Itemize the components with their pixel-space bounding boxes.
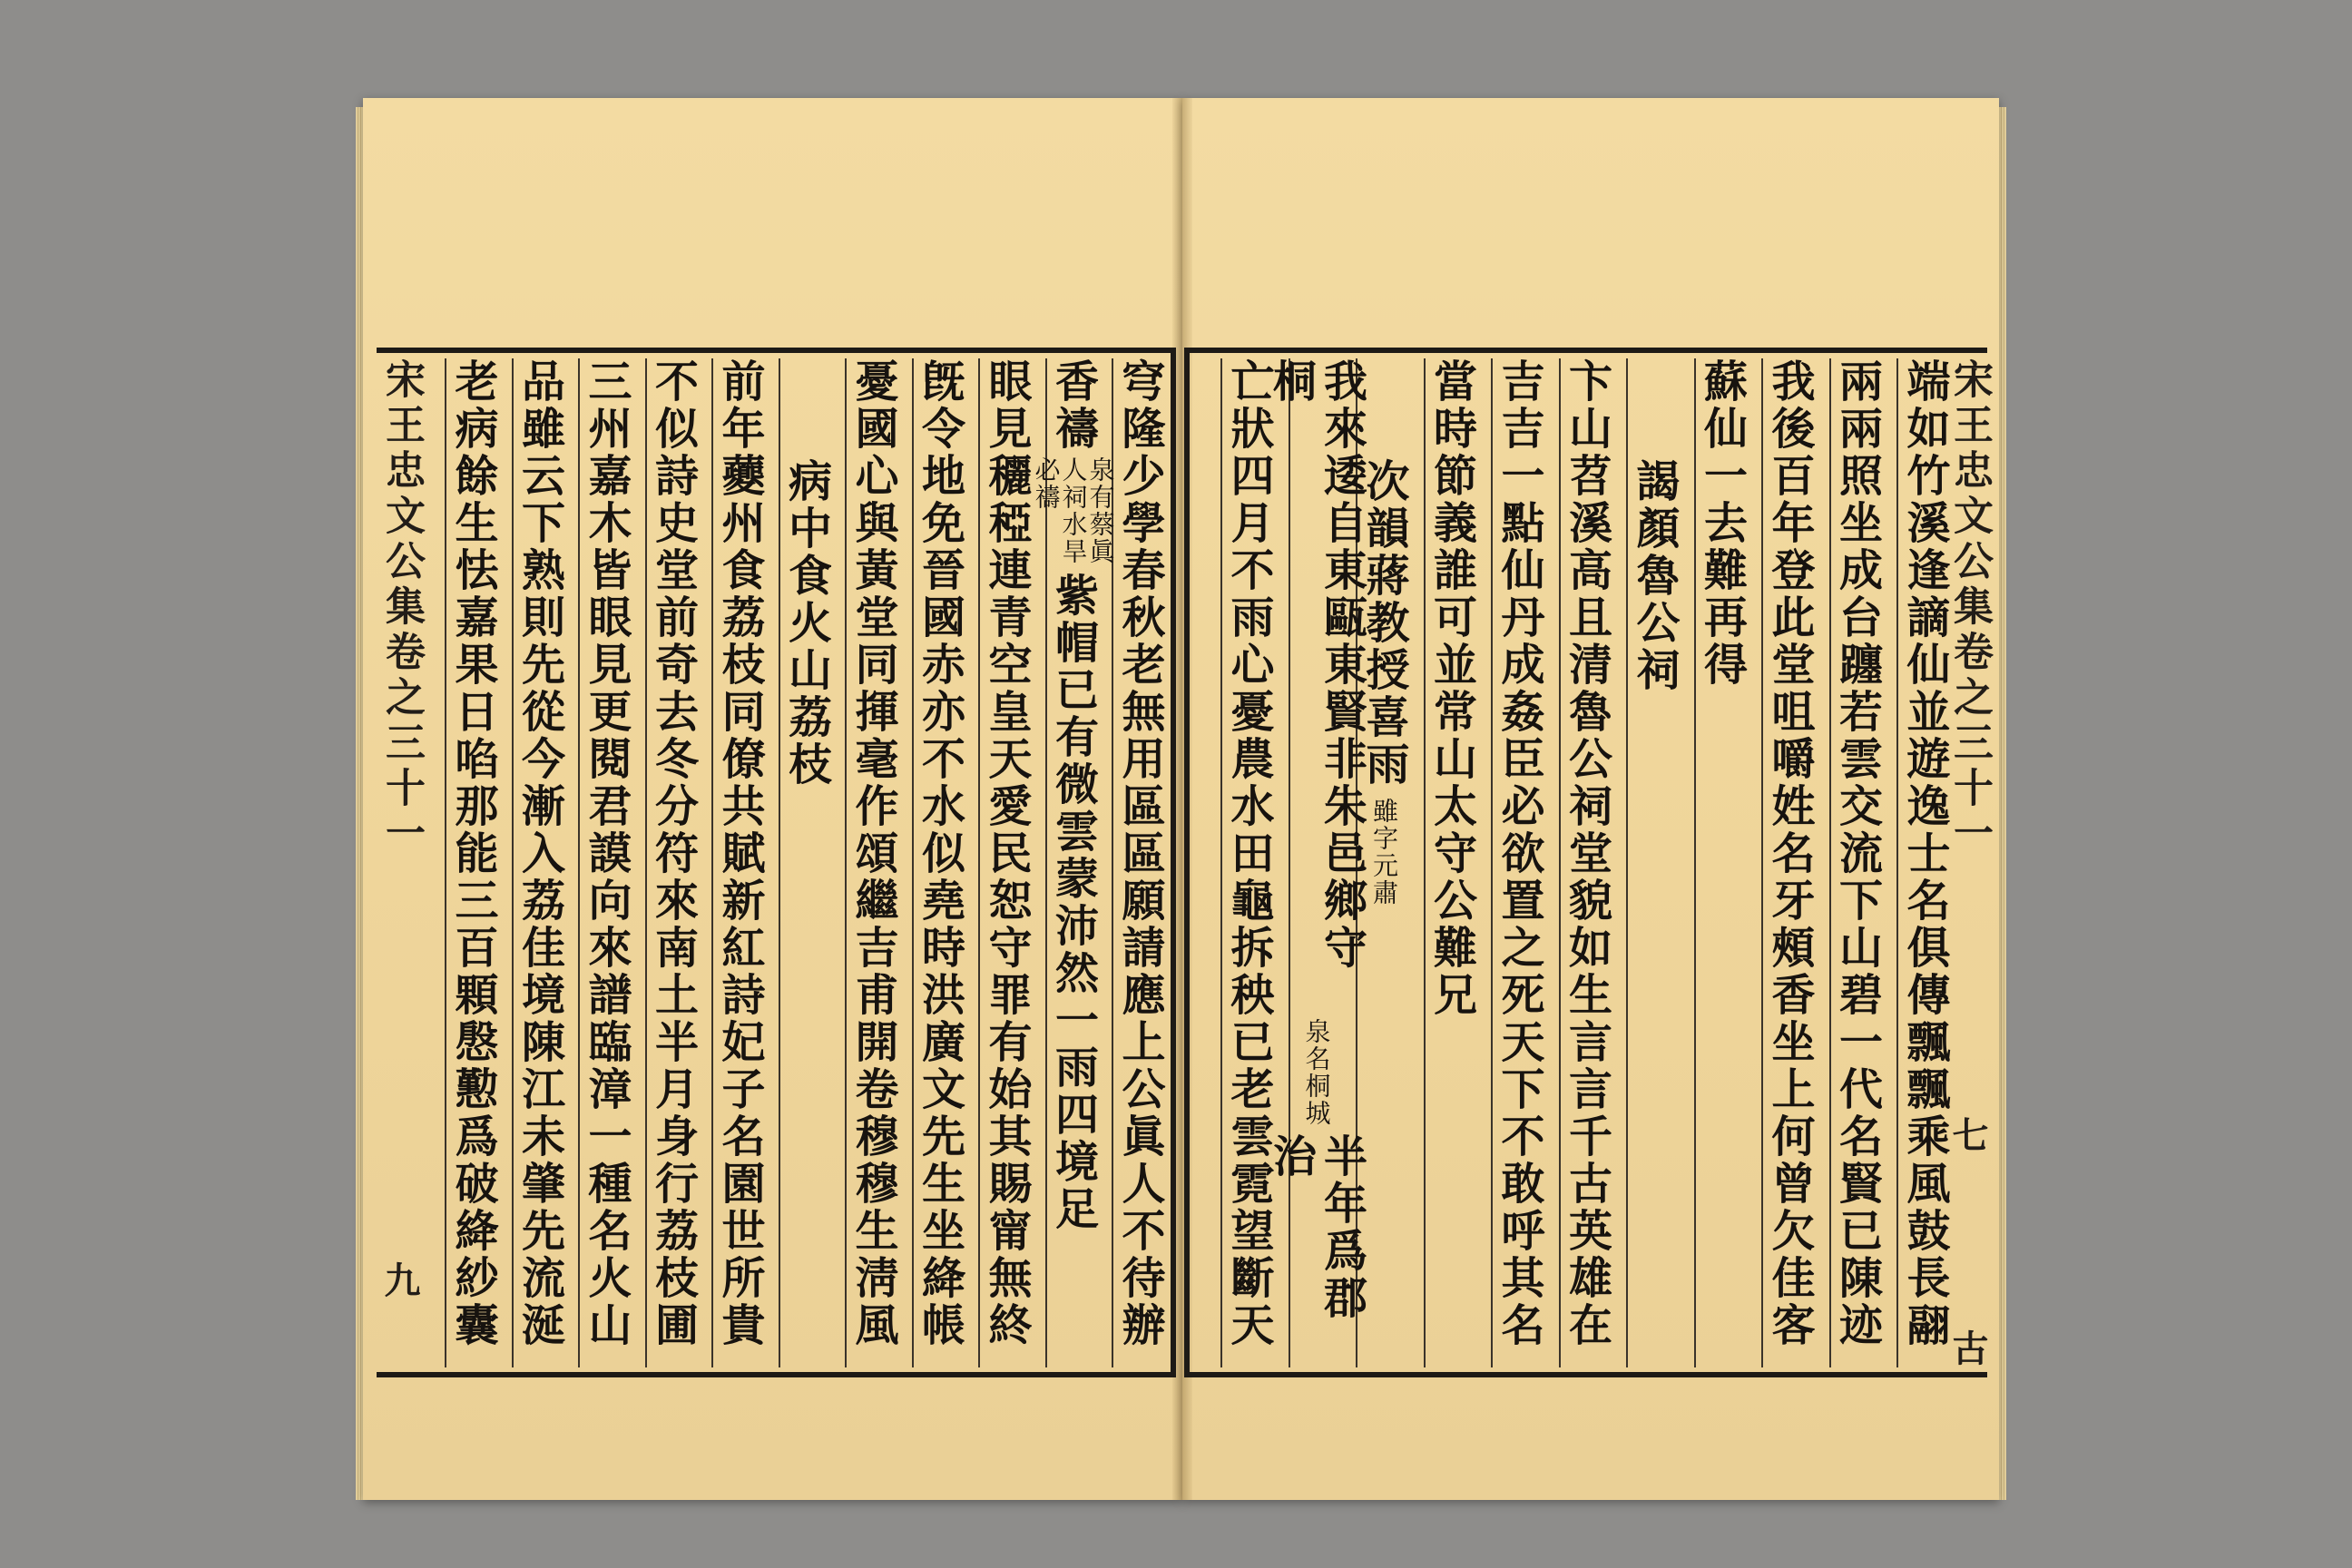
left-page-column-text: 病中食火山荔枝: [780, 458, 832, 789]
left-page-column-text: 穹隆少學春秋老無用區區願請應上公眞人不待辦: [1114, 358, 1165, 1349]
right-page-column-text: 當時節義誰可並常山太守公難兄: [1426, 358, 1477, 1019]
left-page-column-text: 香禱: [1047, 358, 1099, 453]
left-page-column-text: 紫帽已有微雲蒙沛然一雨四境足: [1047, 573, 1099, 1233]
right-page-column-6: [1559, 358, 1613, 1367]
left-page-column-8: [645, 358, 700, 1367]
right-page-column-7: [1491, 358, 1545, 1367]
left-page-column-11: [445, 358, 499, 1367]
right-page-column-text: 卞山苕溪高且清魯公祠堂貌如生言言千古英雄在: [1561, 358, 1612, 1349]
left-page-column-text: 老病餘生怯嘉果日啗那能三百顆慇懃爲破絳紗囊: [447, 358, 498, 1349]
left-page-column-text: 三州嘉木皆眼見更閱君謨向來譜臨漳一種名火山: [581, 358, 632, 1349]
left-page-column-text: 品雖云下熟則先從今漸入荔佳境陳江未肇先流涎: [514, 358, 565, 1349]
right-page-column-text: 蘇仙一去難再得: [1696, 358, 1748, 689]
left-page-column-10: [512, 358, 566, 1367]
left-page-column-6: [779, 358, 833, 1367]
page-edges-left: [356, 107, 363, 1500]
right-page-column-text: 亡狀四月不雨心憂農水田龜拆秧已老雲霓望斷天: [1223, 358, 1274, 1349]
left-margin-title: 宋王忠文公集卷之三十一: [378, 358, 425, 858]
left-folio: 九: [378, 1261, 421, 1298]
right-page-column-11: [1220, 358, 1275, 1367]
left-page-column-1: [1112, 358, 1166, 1367]
right-margin-title: 宋王忠文公集卷之三十一: [1946, 358, 1993, 858]
left-page-column-text: 眼見穲稏連青空皇天愛民恕守罪有始其賜甯無終: [981, 358, 1032, 1349]
right-page-column-4: [1694, 358, 1749, 1367]
left-page-column-4: [912, 358, 966, 1367]
right-page-column-8: [1424, 358, 1478, 1367]
right-page-column-2: [1829, 358, 1884, 1367]
left-page-column-text: 旣令地免晉國赤亦不水似堯時洪廣文先生坐絳帳: [914, 358, 965, 1349]
right-page-column-note: 雖字元肅: [1369, 798, 1399, 906]
page-edges-right: [1999, 107, 2006, 1500]
left-page-column-note: 泉有蔡眞人祠水旱必禱: [1031, 456, 1116, 565]
right-page-column-5: [1626, 358, 1681, 1367]
right-page-column-1: [1896, 358, 1951, 1367]
left-page-column-7: [711, 358, 766, 1367]
right-folio-tail: 古: [1946, 1329, 1989, 1366]
right-page-column-text: 兩兩照坐成台躔若雲交流下山碧一代名賢已陳迹: [1831, 358, 1883, 1349]
left-page-column-text: 前年虁州食荔枝同僚共賦新紅詩妃子名園世所貴: [714, 358, 765, 1349]
left-page-column-5: [845, 358, 899, 1367]
left-page-column-2: [1031, 358, 1116, 1367]
right-page-column-10: [1265, 358, 1367, 1367]
right-page-column-text: 吉吉一點仙丹成姦臣必欲置之死天下不敢呼其名: [1494, 358, 1544, 1349]
left-page-column-9: [578, 358, 632, 1367]
right-page-column-text: 半年爲郡治: [1265, 1132, 1367, 1322]
right-page-column-text: 次韻蔣教授喜雨: [1358, 458, 1409, 789]
right-page-column-note: 泉名桐城: [1301, 1017, 1332, 1127]
right-page-column-3: [1761, 358, 1816, 1367]
left-page-column-3: [978, 358, 1033, 1367]
left-page-column-text: 憂國心與黃堂同揮毫作頌繼吉甫開卷穆穆生淸風: [848, 358, 898, 1349]
right-page-column-text: 端如竹溪逢謫仙並遊逸士名俱傳飄飄乘風鼓長翮: [1899, 358, 1950, 1349]
right-page-column-text: 我來逶自東甌東賢非朱邑鄉守桐: [1265, 358, 1367, 972]
right-page-column-text: 我後百年登此堂咀嚼姓名牙頰香坐上何曾欠佳客: [1764, 358, 1815, 1349]
left-page-column-text: 不似詩史堂前奇去冬分符來南土半月身行荔枝圃: [647, 358, 699, 1349]
right-folio: 七: [1946, 1116, 1989, 1152]
right-page-column-text: 謁顏魯公祠: [1629, 458, 1680, 694]
